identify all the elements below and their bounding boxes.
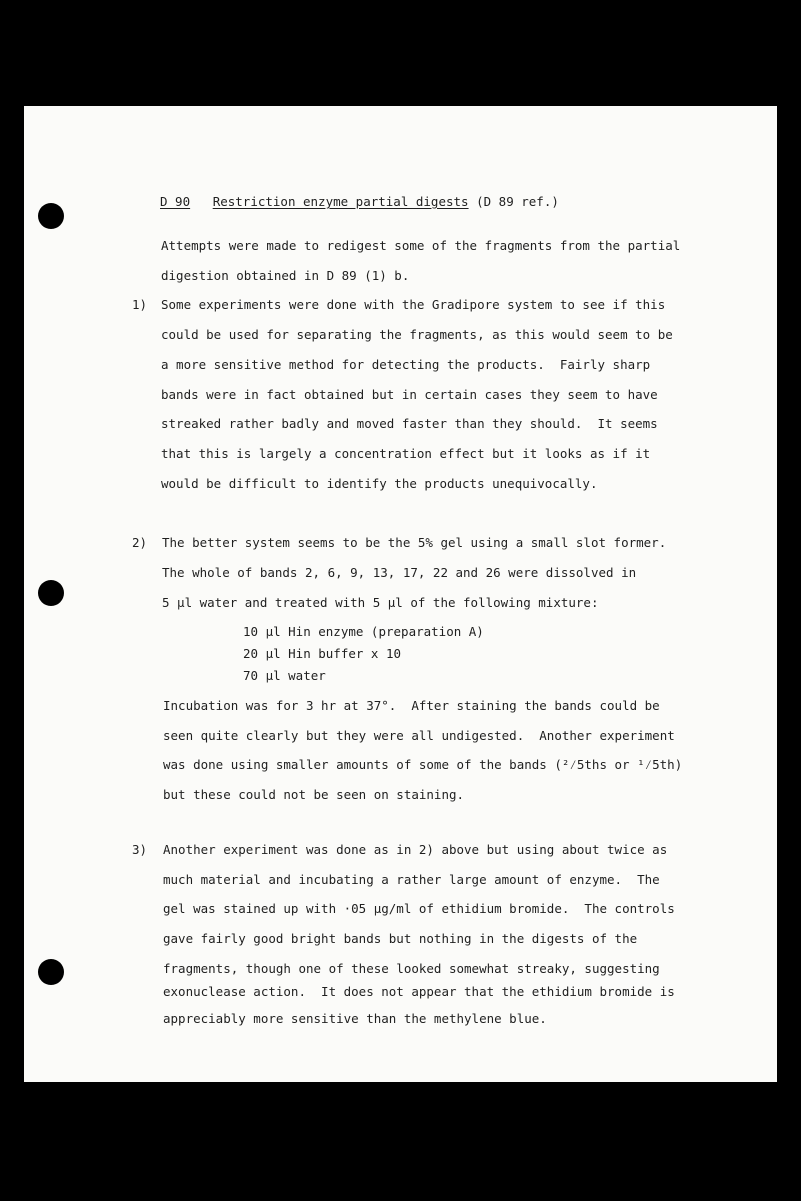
section2-after-line: seen quite clearly but they were all undigested. Another experiment xyxy=(163,728,675,743)
document-page xyxy=(24,106,777,1082)
section1-line: could be used for separating the fragments, as this would seem to be xyxy=(161,327,673,342)
section2-line: The whole of bands 2, 6, 9, 13, 17, 22 and 26 were dissolved in xyxy=(162,565,637,580)
section3-line: gel was stained up with ·05 µg/ml of ethidium bromide. The controls xyxy=(163,901,675,916)
section1-line: a more sensitive method for detecting the products. Fairly sharp xyxy=(161,357,651,372)
heading-code: D 90 xyxy=(160,194,191,209)
section3-line: gave fairly good bright bands but nothing in the digests of the xyxy=(163,931,638,946)
section1-line: streaked rather badly and moved faster than they should. It seems xyxy=(161,416,658,431)
section2-line: The better system seems to be the 5% gel using a small slot former. xyxy=(162,535,667,550)
section1-line: would be difficult to identify the products unequivocally. xyxy=(161,476,598,491)
section-number: 3) xyxy=(132,842,148,857)
section3-line: Another experiment was done as in 2) above but using about twice as xyxy=(163,842,668,857)
intro-line: digestion obtained in D 89 (1) b. xyxy=(161,268,410,283)
section2-after-line: Incubation was for 3 hr at 37°. After staining the bands could be xyxy=(163,698,660,713)
mixture-item: 70 µl water xyxy=(243,668,326,683)
section3-line: appreciably more sensitive than the methylene blue. xyxy=(163,1011,547,1026)
section1-line: Some experiments were done with the Gradipore system to see if this xyxy=(161,297,666,312)
heading xyxy=(160,194,559,210)
mixture-item: 10 µl Hin enzyme (preparation A) xyxy=(243,624,484,639)
punch-hole xyxy=(38,203,64,229)
section-number: 1) xyxy=(132,297,148,312)
section2-after-line: was done using smaller amounts of some of the bands (²⁄5ths or ¹⁄5th) xyxy=(163,757,683,772)
intro-line: Attempts were made to redigest some of the fragments from the partial xyxy=(161,238,681,253)
section3-line: much material and incubating a rather large amount of enzyme. The xyxy=(163,872,660,887)
section3-line: exonuclease action. It does not appear that the ethidium bromide is xyxy=(163,984,675,999)
section1-line: bands were in fact obtained but in certain cases they seem to have xyxy=(161,387,658,402)
section1-line: that this is largely a concentration effect but it looks as if it xyxy=(161,446,651,461)
section-number: 2) xyxy=(132,535,148,550)
mixture-item: 20 µl Hin buffer x 10 xyxy=(243,646,402,661)
section3-line: fragments, though one of these looked somewhat streaky, suggesting xyxy=(163,961,660,976)
punch-hole xyxy=(38,959,64,985)
punch-hole xyxy=(38,580,64,606)
heading-ref: (D 89 ref.) xyxy=(476,194,559,209)
heading-title: Restriction enzyme partial digests xyxy=(212,194,469,209)
section2-line: 5 µl water and treated with 5 µl of the following mixture: xyxy=(162,595,599,610)
section2-after-line: but these could not be seen on staining. xyxy=(163,787,465,802)
